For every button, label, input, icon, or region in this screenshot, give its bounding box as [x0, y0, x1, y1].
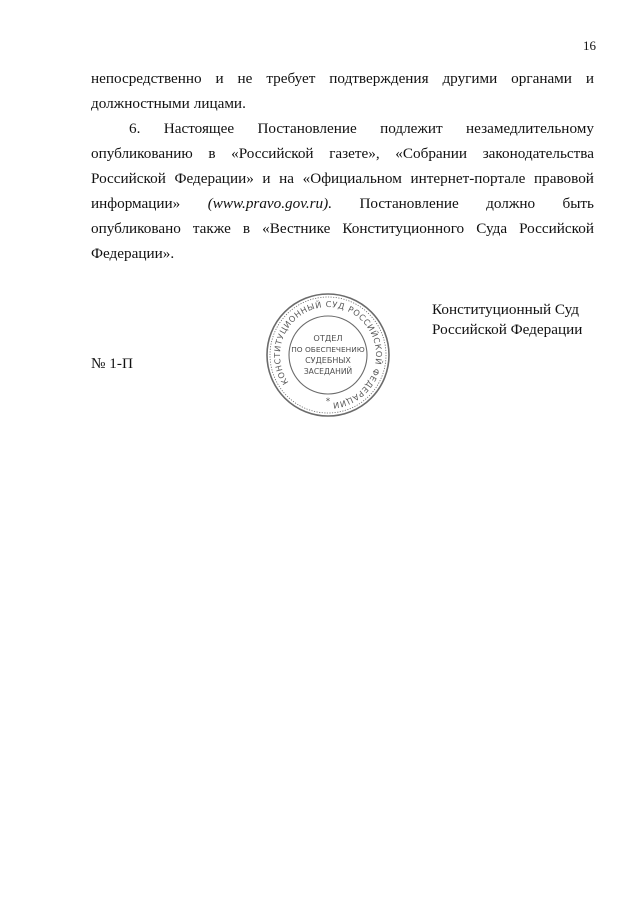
word: газете»,: [329, 145, 380, 162]
word: Федерации»: [174, 170, 254, 187]
word: на: [279, 170, 295, 187]
word: в: [208, 145, 216, 162]
text-line: [91, 141, 594, 166]
word: и: [585, 70, 594, 87]
word: и: [262, 170, 271, 187]
word: непосредственно: [91, 70, 202, 87]
seal-center-line: СУДЕБНЫХ: [305, 356, 351, 365]
word: Российской: [91, 170, 166, 187]
word: информации»: [91, 195, 181, 212]
page-number: 16: [583, 38, 596, 53]
word: «Российской: [231, 145, 314, 162]
text-line: [91, 116, 594, 141]
word: Суда: [476, 220, 508, 237]
word: опубликовано: [91, 220, 181, 237]
word: Постановление: [257, 120, 357, 137]
word: «Вестнике: [262, 220, 331, 237]
word: подлежит: [380, 120, 443, 137]
seal-center-line: ОТДЕЛ: [313, 333, 343, 343]
word: лицами.: [193, 95, 246, 112]
signature-line: Российской Федерации: [432, 321, 583, 338]
word: Постановление: [359, 195, 459, 212]
word: органами: [511, 70, 572, 87]
word: Настоящее: [163, 120, 235, 137]
seal-ring-text: КОНСТИТУЦИОННЫЙ СУД РОССИЙСКОЙ ФЕДЕРАЦИИ: [271, 298, 385, 411]
word: быть: [562, 195, 594, 212]
word: «Собрании: [395, 145, 468, 162]
word: Конституционного: [342, 220, 465, 237]
word: опубликованию: [91, 145, 193, 162]
word: подтверждения: [329, 70, 429, 87]
body-text: [91, 66, 594, 266]
official-seal: [264, 291, 392, 419]
word: интернет-портале: [410, 170, 526, 187]
paragraph-number: 6.: [129, 120, 141, 137]
text-line: [91, 241, 594, 266]
word: правовой: [534, 170, 594, 187]
word: незамедлительному: [466, 120, 594, 137]
seal-star: *: [325, 397, 331, 407]
seal-center-line: ЗАСЕДАНИЙ: [303, 367, 353, 376]
signature-block: [432, 300, 582, 340]
document-number: № 1-П: [91, 355, 133, 372]
word: должностными: [91, 95, 190, 112]
word: требует: [266, 70, 316, 87]
word: законодательства: [482, 145, 594, 162]
word: также: [192, 220, 231, 237]
word: не: [237, 70, 253, 87]
seal-center-line: ПО ОБЕСПЕЧЕНИЮ: [291, 345, 365, 354]
word: должно: [486, 195, 536, 212]
text-line: [91, 91, 594, 116]
text-line: [91, 66, 594, 91]
text-line: [91, 216, 594, 241]
word: и: [215, 70, 224, 87]
word: в: [242, 220, 251, 237]
text-line: [91, 191, 594, 216]
word: другими: [442, 70, 498, 87]
word: Федерации».: [91, 245, 175, 262]
website-url: (www.pravo.gov.ru).: [207, 195, 333, 212]
seal-dotted-ring: [270, 297, 386, 413]
seal-inner-ring: [289, 316, 367, 394]
word: Российской: [519, 220, 594, 237]
word: «Официальном: [302, 170, 402, 187]
seal-graphic: [264, 291, 392, 419]
text-line: [91, 166, 594, 191]
signature-line: Конституционный Суд: [432, 301, 579, 318]
